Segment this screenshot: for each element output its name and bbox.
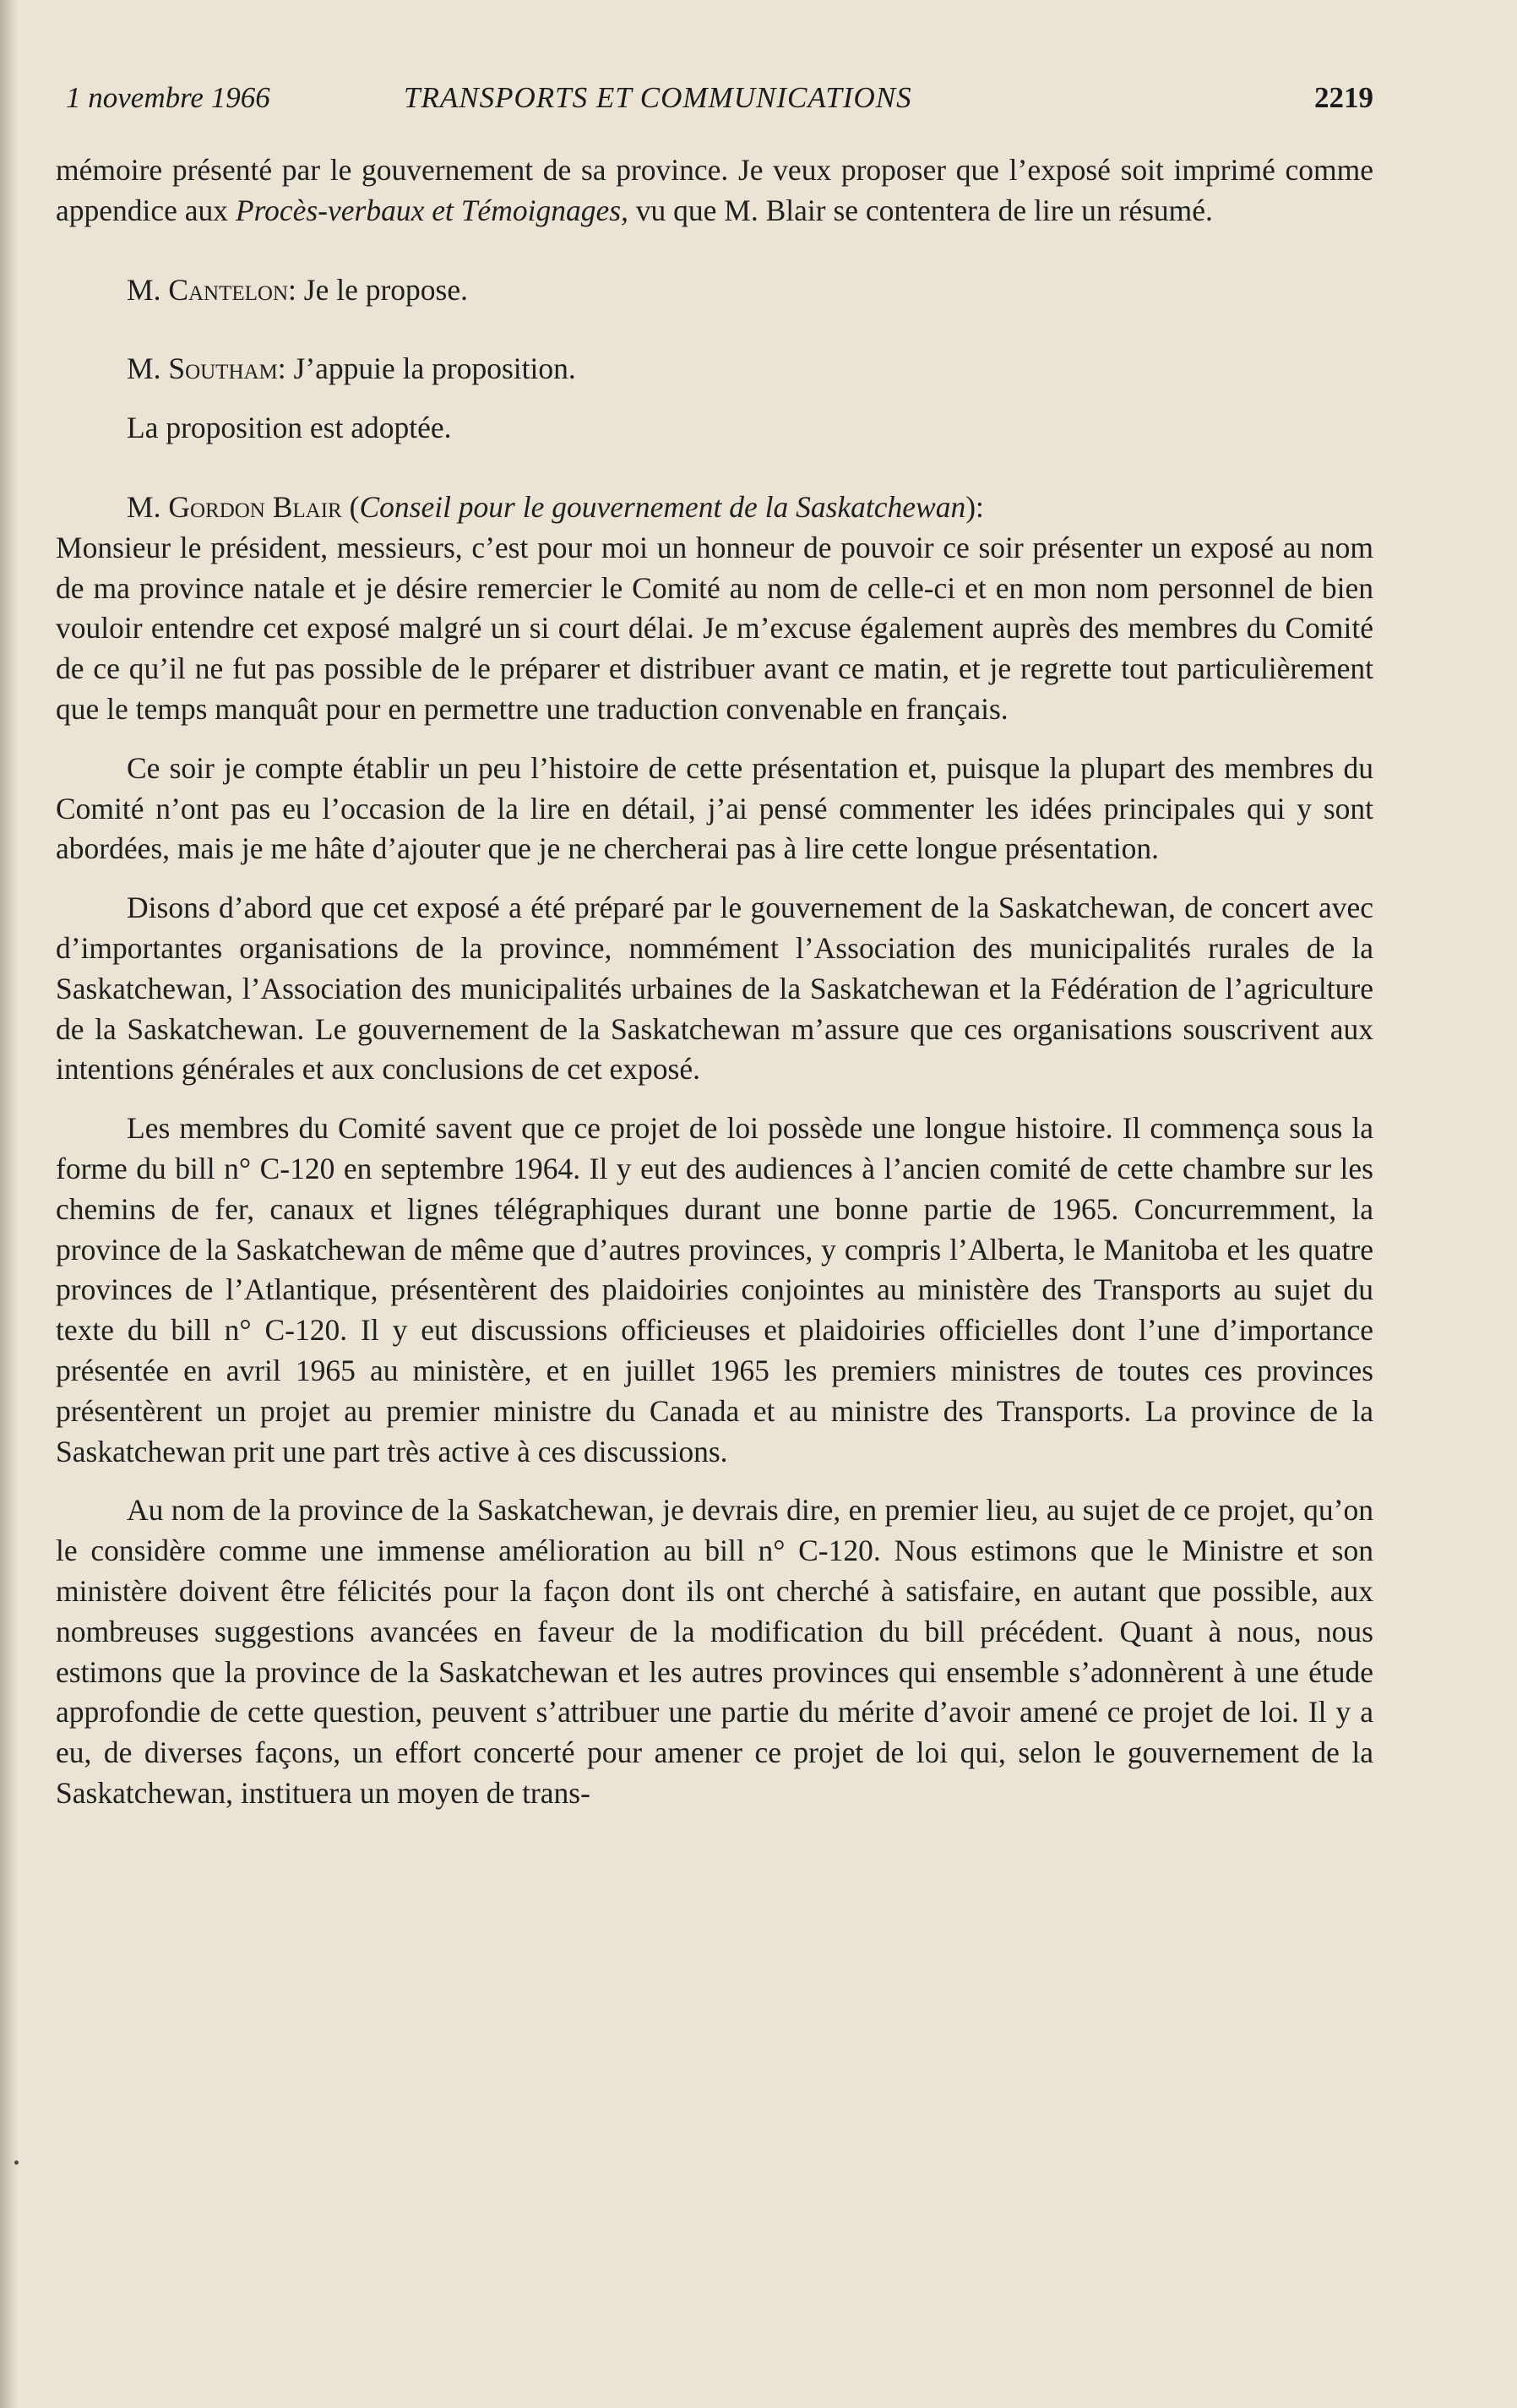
document-body xyxy=(56,150,1373,1814)
margin-mark xyxy=(14,2160,19,2165)
paragraph-3: M. Southam: J’appuie la proposition. xyxy=(127,351,576,386)
running-header xyxy=(66,81,1373,123)
paragraph-2: M. Cantelon: Je le propose. xyxy=(127,272,468,307)
speaker-role: Conseil pour le gouvernement de la Saskatchewan xyxy=(359,489,966,524)
paragraph-6: Ce soir je compte établir un peu l’histoire de cette présentation et, puisque la plupart des membres du Comité n’ont pas eu l’occasion de la lire en détail, j’ai pensé commenter les idées principales qui y sont abordées, mais je me hâte d’ajouter que je ne chercherai pas à lire cette longue présentation. xyxy=(56,750,1373,866)
speaker-name: Gordon Blair xyxy=(168,489,342,524)
binding-gutter xyxy=(0,0,19,2408)
paragraph-9: Au nom de la province de la Saskatchewan, je devrais dire, en premier lieu, au sujet de ce projet, qu’on le considère comme une immense amélioration au bill n° C-120. Nous estimons que le Ministre et son ministère doivent être félicités pour la façon dont ils ont cherché à satisfaire, en autant que possible, aux nombreuses suggestions avancées en faveur de la modification du bill précédent. Quant à nous, nous estimons que la province de la Saskatchewan et les autres provinces qui ensemble s’adonnèrent à une étude approfondie de cette question, peuvent s’attribuer une partie du mérite d’avoir amené ce projet de loi. Il y a eu, de diverses façons, un effort concerté pour amener ce projet de loi qui, selon le gouvernement de la Saskatchewan, instituera un moyen de trans- xyxy=(56,1493,1373,1810)
paragraph-5: M. Gordon Blair (Conseil pour le gouvernement de la Saskatchewan): Monsieur le président, messieurs, c’est pour moi un honneur de pouvoir ce soir présenter un exposé au nom de ma province natale et je désire remercier le Comité au nom de celle-ci et en mon nom personnel de bien vouloir entendre cet exposé malgré un si court délai. Je m’excuse également auprès des membres du Comité de ce qu’il ne fut pas possible de le préparer et distribuer avant ce matin, et je regrette tout particulièrement que le temps manquât pour en permettre une traduction convenable en français. xyxy=(56,489,1373,726)
speaker-name: Cantelon xyxy=(168,272,289,307)
header-date: 1 novembre 1966 xyxy=(66,81,270,114)
paragraph-4: La proposition est adoptée. xyxy=(127,411,452,445)
paragraph-7: Disons d’abord que cet exposé a été préparé par le gouvernement de la Saskatchewan, de concert avec d’importantes organisations de la province, nommément l’Association des municipalités rurales de la Saskatchewan, l’Association des municipalités urbaines de la Saskatchewan et la Fédération de l’agriculture de la Saskatchewan. Le gouvernement de la Saskatchewan m’assure que ces organisations souscrivent aux intentions générales et aux conclusions de cet exposé. xyxy=(56,891,1373,1087)
page-number: 2219 xyxy=(1314,81,1373,114)
header-title: TRANSPORTS ET COMMUNICATIONS xyxy=(404,81,912,114)
speaker-name: Southam xyxy=(168,351,278,386)
paragraph-8: Les membres du Comité savent que ce projet de loi possède une longue histoire. Il commença sous la forme du bill n° C-120 en septembre 1964. Il y eut des audiences à l’ancien comité de cette chambre sur les chemins de fer, canaux et lignes télégraphiques durant une bonne partie de 1965. Concurremment, la province de la Saskatchewan de même que d’autres provinces, y compris l’Alberta, le Manitoba et les quatre provinces de l’Atlantique, présentèrent des plaidoiries conjointes au ministère des Transports au sujet du texte du bill n° C-120. Il y eut discussions officieuses et plaidoiries officielles dont l’une d’importance présentée en avril 1965 au ministère, et en juillet 1965 les premiers ministres de toutes ces provinces présentèrent un projet au premier ministre du Canada et au ministre des Transports. La province de la Saskatchewan prit une part très active à ces discussions. xyxy=(56,1111,1373,1468)
paragraph-1: mémoire présenté par le gouvernement de sa province. Je veux proposer que l’exposé soit imprimé comme appendice aux Procès-verbaux et Témoignages, vu que M. Blair se contentera de lire un résumé. xyxy=(56,153,1373,227)
